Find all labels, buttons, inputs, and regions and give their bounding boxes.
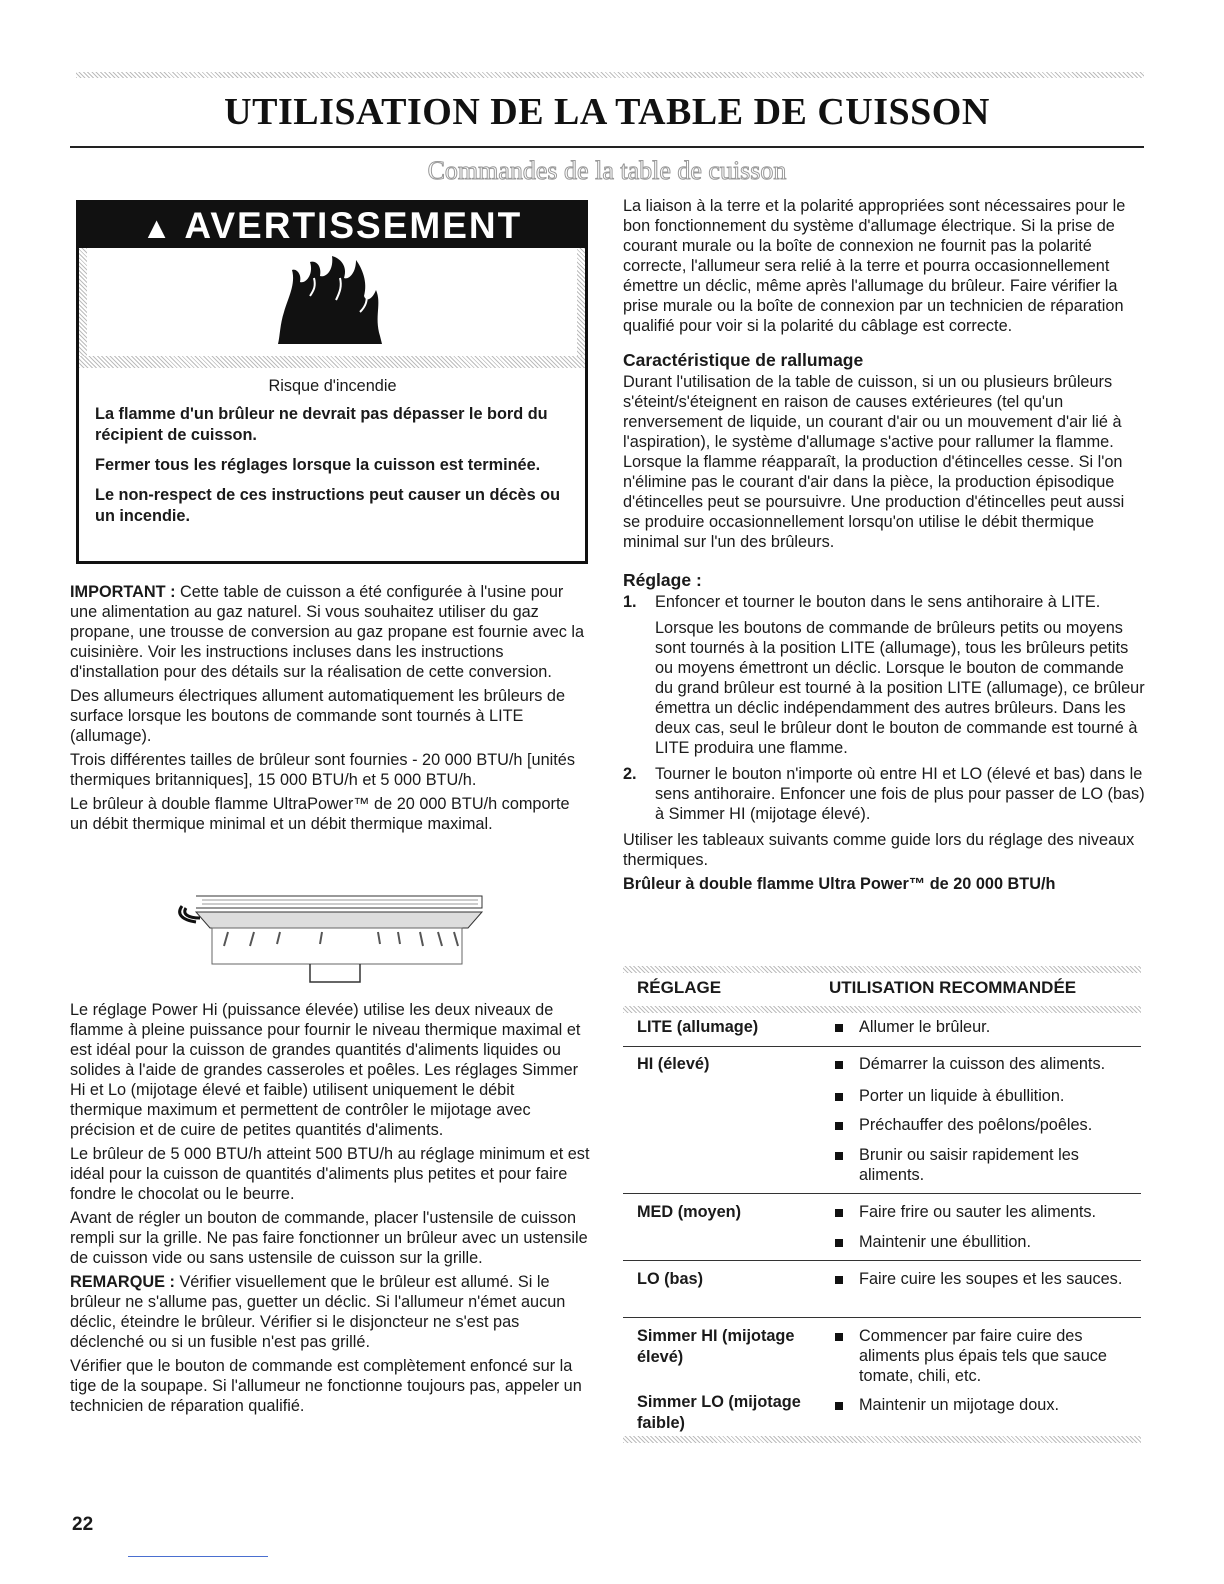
left-paragraph-7: Vérifier que le bouton de commande est complètement enfoncé sur la tige de la soupape. Si l'allumeur ne fonctionne toujours pas, appeler un technicien de réparation qualifié. xyxy=(70,1357,582,1415)
table-row-divider xyxy=(623,1046,1141,1047)
table-row-use: Préchauffer des poêlons/poêles. xyxy=(859,1116,1093,1134)
table-row-setting: HI (élevé) xyxy=(637,1055,710,1073)
remarque-paragraph xyxy=(70,1272,590,1352)
warning-header xyxy=(79,203,585,248)
table-row-setting: LITE (allumage) xyxy=(637,1018,759,1036)
right-column-top xyxy=(623,196,1145,894)
rallumage-heading: Caractéristique de rallumage xyxy=(623,350,864,370)
table-row-use: Allumer le brûleur. xyxy=(859,1018,991,1036)
table-title: Brûleur à double flamme Ultra Power™ de 20 000 BTU/h xyxy=(623,875,1056,893)
table-header-hatch xyxy=(623,1006,1141,1013)
settings-table xyxy=(623,966,1141,1446)
table-row-setting: LO (bas) xyxy=(637,1270,704,1288)
page-title: UTILISATION DE LA TABLE DE CUISSON xyxy=(224,91,990,133)
table-row-setting: Simmer HI (mijotage élevé) xyxy=(637,1327,795,1366)
warning-header-label: AVERTISSEMENT xyxy=(184,205,523,246)
footer-rule xyxy=(128,1556,268,1557)
reglage-heading: Réglage : xyxy=(623,570,702,590)
warning-separator xyxy=(79,356,585,368)
table-row-use: Démarrer la cuisson des aliments. xyxy=(859,1055,1106,1073)
step-1 xyxy=(623,592,1145,758)
table-row-use: Faire frire ou sauter les aliments. xyxy=(859,1203,1097,1221)
warning-text xyxy=(95,376,570,536)
table-bottom-hatch xyxy=(623,1436,1141,1443)
table-top-hatch xyxy=(623,966,1141,973)
table-header-utilisation: UTILISATION RECOMMANDÉE xyxy=(829,978,1077,997)
warning-line-3: Le non-respect de ces instructions peut causer un décès ou un incendie. xyxy=(95,486,561,525)
left-paragraph-2: Trois différentes tailles de brûleur sont fournies - 20 000 BTU/h [unités thermiques britanniques], 15 000 BTU/h et 5 000 BTU/h. xyxy=(70,751,575,789)
burner-illustration xyxy=(172,886,492,986)
important-text: Cette table de cuisson a été configurée à l'usine pour une alimentation au gaz naturel. Si vous souhaitez utiliser du gaz propane, une trousse de conversion au gaz propane est fournie avec la cuisinière. Voir les instructions incluses dans les instructions d'installation pour des détails sur la réalisation de cette conversion. xyxy=(70,583,585,681)
warning-hatch-left xyxy=(79,248,87,356)
tables-note: Utiliser les tableaux suivants comme guide lors du réglage des niveaux thermiques. xyxy=(623,831,1135,869)
remarque-label: REMARQUE : xyxy=(70,1273,175,1291)
page-number: 22 xyxy=(72,1514,94,1535)
warning-triangle-icon: ▲ xyxy=(141,212,174,245)
grounding-paragraph: La liaison à la terre et la polarité appropriées sont nécessaires pour le bon fonctionnement du système d'allumage électrique. Si la prise de courant murale ou la boîte de connexion ne fournit pas la polarité correcte, l'allumeur sera relié à la terre et pourra occasionnellement émettre un déclic, même après l'allumage du brûleur. Faire vérifier la prise murale ou la boîte de connexion par un technicien de réparation qualifié pour voir si la polarité du câblage est correcte. xyxy=(623,197,1126,335)
rallumage-paragraph: Durant l'utilisation de la table de cuisson, si un ou plusieurs brûleurs s'éteint/s'éteignent en raison de causes extérieures (tel qu'un renversement de liquide, un courant d'air ou un mouvement d'air lié à l'aspiration), le système d'allumage s'active pour rallumer la flamme. Lorsque la flamme réapparaît, la production d'étincelles cesse. Si l'on n'élimine pas le courant d'air dans la pièce, la production épisodique d'étincelles peut se poursuivre. Une production d'étincelles peut aussi se produire occasionnellement lorsqu'on utilise le débit thermique minimal sur l'un des brûleurs. xyxy=(623,373,1125,551)
table-row-setting: Simmer LO (mijotage faible) xyxy=(637,1393,801,1432)
table-row-use: Brunir ou saisir rapidement les aliments. xyxy=(859,1146,1079,1184)
table-row-use: Maintenir un mijotage doux. xyxy=(859,1396,1060,1414)
left-paragraph-4: Le réglage Power Hi (puissance élevée) utilise les deux niveaux de flamme à pleine puissance pour fournir le niveau thermique maximal et est idéal pour la cuisson de grandes quantités d'aliments liquides ou solides à l'aide de grandes casseroles et poêles. Les réglages Simmer Hi et Lo (mijotage élevé et faible) utilisent uniquement le débit thermique maximum et permettent de contrôler le mijotage avec précision et de cuire de petites quantités d'aliments. xyxy=(70,1001,581,1139)
step-2-text: Tourner le bouton n'importe où entre HI et LO (élevé et bas) dans le sens antihoraire. Enfoncer une fois de plus pour passer de LO (bas) à Simmer HI (mijotage élevé). xyxy=(655,765,1145,823)
important-label: IMPORTANT : xyxy=(70,583,176,601)
left-paragraph-6: Avant de régler un bouton de commande, placer l'ustensile de cuisson rempli sur la grille. Ne pas faire fonctionner un brûleur avec un ustensile de cuisson vide ou sans ustensile de cuisson sur la grille. xyxy=(70,1209,588,1267)
warning-hatch-right xyxy=(577,248,585,356)
table-row-divider xyxy=(623,1317,1141,1318)
table-header-reglage: RÉGLAGE xyxy=(637,978,722,997)
table-row-use: Commencer par faire cuire des aliments plus épais tels que sauce tomate, chili, etc. xyxy=(859,1327,1107,1385)
left-paragraph-3: Le brûleur à double flamme UltraPower™ de 20 000 BTU/h comporte un débit thermique minimal et un débit thermique maximal. xyxy=(70,795,570,833)
step-1-text: Enfoncer et tourner le bouton dans le sens antihoraire à LITE. xyxy=(655,593,1101,611)
important-paragraph xyxy=(70,582,590,682)
warning-line-1: La flamme d'un brûleur ne devrait pas dépasser le bord du récipient de cuisson. xyxy=(95,405,548,444)
table-row-setting: MED (moyen) xyxy=(637,1203,742,1221)
remarque-text: Vérifier visuellement que le brûleur est allumé. Si le brûleur ne s'allume pas, guetter un déclic. Si l'allumeur n'émet aucun déclic, éteindre le brûleur. Vérifier si le disjoncteur ne s'est pas déclenché ou si un fusible n'est pas grillé. xyxy=(70,1273,566,1351)
left-paragraph-1: Des allumeurs électriques allument automatiquement les brûleurs de surface lorsque les boutons de commande sont tournés à LITE (allumage). xyxy=(70,687,566,745)
step-2-number: 2. xyxy=(623,765,637,783)
step-1-detail: Lorsque les boutons de commande de brûleurs petits ou moyens sont tournés à la position LITE (allumage), tous les brûleurs petits ou moyens émettront un déclic. Lorsque le bouton de commande du grand brûleur est tourné à la position LITE (allumage), ce brûleur émettra un déclic indépendamment des autres brûleurs. Dans les deux cas, seul le brûleur dont le bouton de commande est tourné à LITE produira une flamme. xyxy=(655,619,1145,757)
step-1-number: 1. xyxy=(623,593,637,611)
table-row-use: Maintenir une ébullition. xyxy=(859,1233,1031,1251)
table-header xyxy=(623,978,1141,1002)
warning-risk: Risque d'incendie xyxy=(268,377,397,395)
left-column-bottom xyxy=(70,1000,590,1416)
table-row-divider xyxy=(623,1260,1141,1261)
warning-line-2: Fermer tous les réglages lorsque la cuisson est terminée. xyxy=(95,456,541,474)
section-subtitle: Commandes de la table de cuisson xyxy=(427,156,787,185)
title-rule xyxy=(70,146,1144,148)
table-row-use: Porter un liquide à ébullition. xyxy=(859,1087,1065,1105)
left-column-top xyxy=(70,582,590,834)
table-row-divider xyxy=(623,1193,1141,1194)
table-row-use: Faire cuire les soupes et les sauces. xyxy=(859,1270,1123,1288)
fire-icon xyxy=(270,256,390,348)
step-2 xyxy=(623,764,1145,824)
top-decorative-band xyxy=(76,72,1144,78)
left-paragraph-5: Le brûleur de 5 000 BTU/h atteint 500 BTU/h au réglage minimum et est idéal pour la cuisson de quantités d'aliments plus petites et pour faire fondre le chocolat ou le beurre. xyxy=(70,1145,590,1203)
